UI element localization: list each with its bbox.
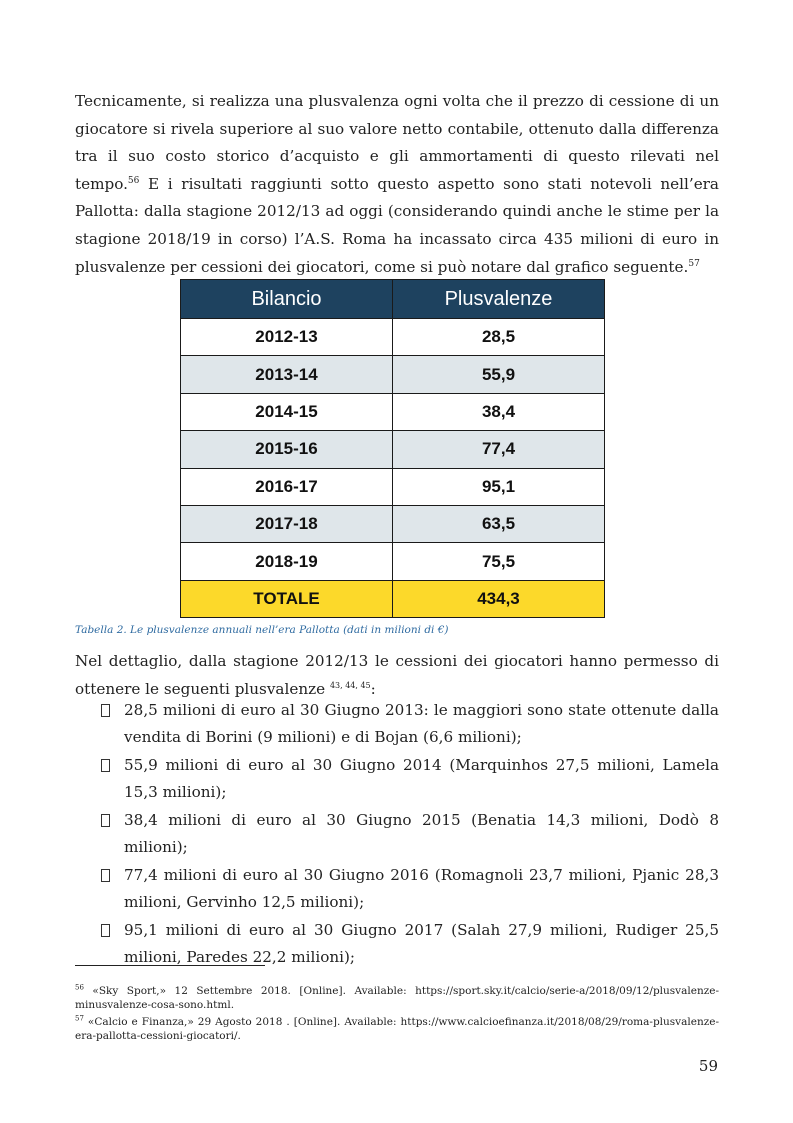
table-row	[181, 356, 605, 393]
value-cell: 77,4	[393, 431, 605, 468]
bullet-box-icon	[101, 814, 110, 827]
season-cell: 2014-15	[181, 393, 393, 430]
bullet-box-icon	[101, 869, 110, 882]
value-cell: 55,9	[393, 356, 605, 393]
footnote-number: 56	[75, 983, 84, 992]
table-row	[181, 505, 605, 542]
table-caption: Tabella 2. Le plusvalenze annuali nell’era Pallotta (dati in milioni di €)	[75, 624, 449, 636]
table-header-row	[181, 280, 605, 319]
footnote-divider	[75, 965, 265, 966]
season-cell: 2013-14	[181, 356, 393, 393]
list-item: 38,4 milioni di euro al 30 Giugno 2015 (Benatia 14,3 milioni, Dodò 8 milioni);	[75, 807, 719, 861]
bullet-box-icon	[101, 924, 110, 937]
footnote-ref[interactable]: 56	[127, 175, 140, 186]
list-item: 55,9 milioni di euro al 30 Giugno 2014 (Marquinhos 27,5 milioni, Lamela 15,3 milioni);	[75, 752, 719, 806]
value-cell: 28,5	[393, 319, 605, 356]
body-paragraph: Tecnicamente, si realizza una plusvalenza ogni volta che il prezzo di cessione di un giocatore si rivela superiore al suo valore netto contabile, ottenuto dalla differenza tra il suo costo storico d’acquisto e gli ammortamenti di questo rilevati nel tempo.$^{56}$ E i risultati raggiunti sotto questo aspetto sono stati notevoli nell’era Pallotta: dalla stagione 2012/13 ad oggi (considerando quindi anche le stime per la stagione 2018/19 in corso) l’A.S. Roma ha incassato circa 435 milioni di euro in plusvalenze per cessioni dei giocatori, come si può notare dal grafico seguente.$^{57}$	[75, 92, 719, 276]
season-cell: 2012-13	[181, 319, 393, 356]
list-item: 28,5 milioni di euro al 30 Giugno 2013: le maggiori sono state ottenute dalla vendita di Borini (9 milioni) e di Bojan (6,6 milioni);	[75, 697, 719, 751]
value-cell: 75,5	[393, 543, 605, 580]
column-header-plusvalenze: Plusvalenze	[393, 280, 605, 319]
footnote-ref[interactable]: 57	[688, 258, 700, 269]
list-item: 95,1 milioni di euro al 30 Giugno 2017 (Salah 27,9 milioni, Rudiger 25,5 milioni, Paredes 22,2 milioni);	[75, 917, 719, 971]
value-cell: 63,5	[393, 505, 605, 542]
plusvalenze-list	[75, 697, 719, 972]
table-row	[181, 319, 605, 356]
table-row	[181, 543, 605, 580]
table-row	[181, 393, 605, 430]
season-cell: 2016-17	[181, 468, 393, 505]
list-item: 77,4 milioni di euro al 30 Giugno 2016 (Romagnoli 23,7 milioni, Pjanic 28,3 milioni, Gervinho 12,5 milioni);	[75, 862, 719, 916]
value-cell: 38,4	[393, 393, 605, 430]
footnote: $^{56}$ «Sky Sport,» 12 Settembre 2018. [Online]. Available: https://sport.sky.it/calcio/serie-a/2018/09/12/plusvalenze-minusvalenze-cosa-sono.html.	[75, 983, 719, 1011]
table-row	[181, 431, 605, 468]
footnote-number: 57	[75, 1014, 84, 1023]
plusvalenze-table	[180, 279, 605, 618]
value-cell: 95,1	[393, 468, 605, 505]
column-header-bilancio: Bilancio	[181, 280, 393, 319]
source-refs: 43, 44, 45	[329, 680, 371, 690]
page-number: 59	[698, 1057, 718, 1075]
season-cell: 2015-16	[181, 431, 393, 468]
total-label-cell: TOTALE	[181, 580, 393, 617]
table-total-row	[181, 580, 605, 617]
footnote: $^{57}$ «Calcio e Finanza,» 29 Agosto 2018 . [Online]. Available: https://www.calcioefinanza.it/2018/08/29/roma-plusvalenze-era-pallotta-cessioni-giocatori/.	[75, 1014, 719, 1042]
bullet-box-icon	[101, 759, 110, 772]
table-row	[181, 468, 605, 505]
season-cell: 2018-19	[181, 543, 393, 580]
season-cell: 2017-18	[181, 505, 393, 542]
body-paragraph: Nel dettaglio, dalla stagione 2012/13 le cessioni dei giocatori hanno permesso di ottenere le seguenti plusvalenze $^{43, 44, 45}$:	[75, 652, 719, 698]
total-value-cell: 434,3	[393, 580, 605, 617]
bullet-box-icon	[101, 704, 110, 717]
